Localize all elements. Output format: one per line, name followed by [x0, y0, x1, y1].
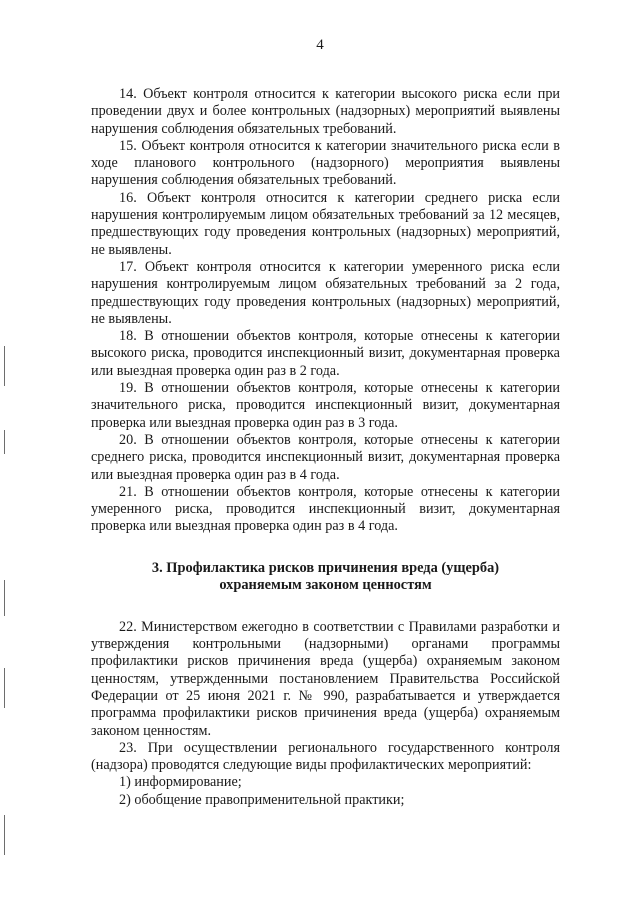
paragraph-17: 17. Объект контроля относится к категории умеренного риска если нарушения контролируемым лицом обязательных требований за 2 года, предшествующих году проведения контрольных (надзорных) мероприятий, не выявлены. [91, 258, 560, 327]
paragraph-21: 21. В отношении объектов контроля, которые отнесены к категории умеренного риска, проводится инспекционный визит, документарная проверка или выездная проверка один раз в 4 года. [91, 483, 560, 535]
paragraph-19: 19. В отношении объектов контроля, которые отнесены к категории значительного риска, проводится инспекционный визит, документарная проверка или выездная проверка один раз в 3 года. [91, 380, 560, 431]
scan-artifact [4, 668, 5, 708]
section-heading-line-2: охраняемым законом ценностям [219, 577, 432, 594]
paragraph-18: 18. В отношении объектов контроля, которые отнесены к категории высокого риска, проводится инспекционный визит, документарная проверка или выездная проверка один раз в 2 года. [91, 328, 560, 379]
scan-artifact [4, 580, 5, 616]
document-body [91, 86, 560, 809]
list-item-1: 1) информирование; [119, 774, 242, 791]
paragraph-20: 20. В отношении объектов контроля, которые отнесены к категории среднего риска, проводится инспекционный визит, документарная проверка или выездная проверка один раз в 4 года. [91, 431, 560, 483]
paragraph-16: 16. Объект контроля относится к категории среднего риска если нарушения контролируемым лицом обязательных требований за 12 месяцев, предшествующих году проведения контрольных (надзорных) мероприятий, не выявлены. [91, 189, 560, 258]
scan-artifact [4, 815, 5, 855]
scan-artifact [4, 346, 5, 386]
page-number: 4 [316, 37, 324, 53]
section-heading-line-1: 3. Профилактика рисков причинения вреда (ущерба) [151, 559, 500, 576]
paragraph-14: 14. Объект контроля относится к категории высокого риска если при проведении двух и более контрольных (надзорных) мероприятий выявлены нарушения соблюдения обязательных требований. [91, 86, 560, 137]
paragraph-23: 23. При осуществлении регионального государственного контроля (надзора) проводятся следующие виды профилактических мероприятий: [91, 739, 560, 774]
paragraph-15: 15. Объект контроля относится к категории значительного риска если в ходе планового контрольного (надзорного) мероприятия выявлены нарушения соблюдения обязательных требований. [91, 137, 560, 189]
paragraph-22: 22. Министерством ежегодно в соответствии с Правилами разработки и утверждения контрольными (надзорными) органами программы профилактики рисков причинения вреда (ущерба) охраняемым законом ценностям, утвержденными постановлением Правительства Российской Федерации от 25 июня 2021 г. № 990, разрабатывается и утверждается программа профилактики рисков причинения вреда (ущерба) охраняемым законом ценностям. [91, 618, 560, 739]
list-item-2: 2) обобщение правоприменительной практики; [119, 791, 405, 808]
scan-artifact [4, 430, 5, 454]
section-heading [91, 560, 560, 595]
